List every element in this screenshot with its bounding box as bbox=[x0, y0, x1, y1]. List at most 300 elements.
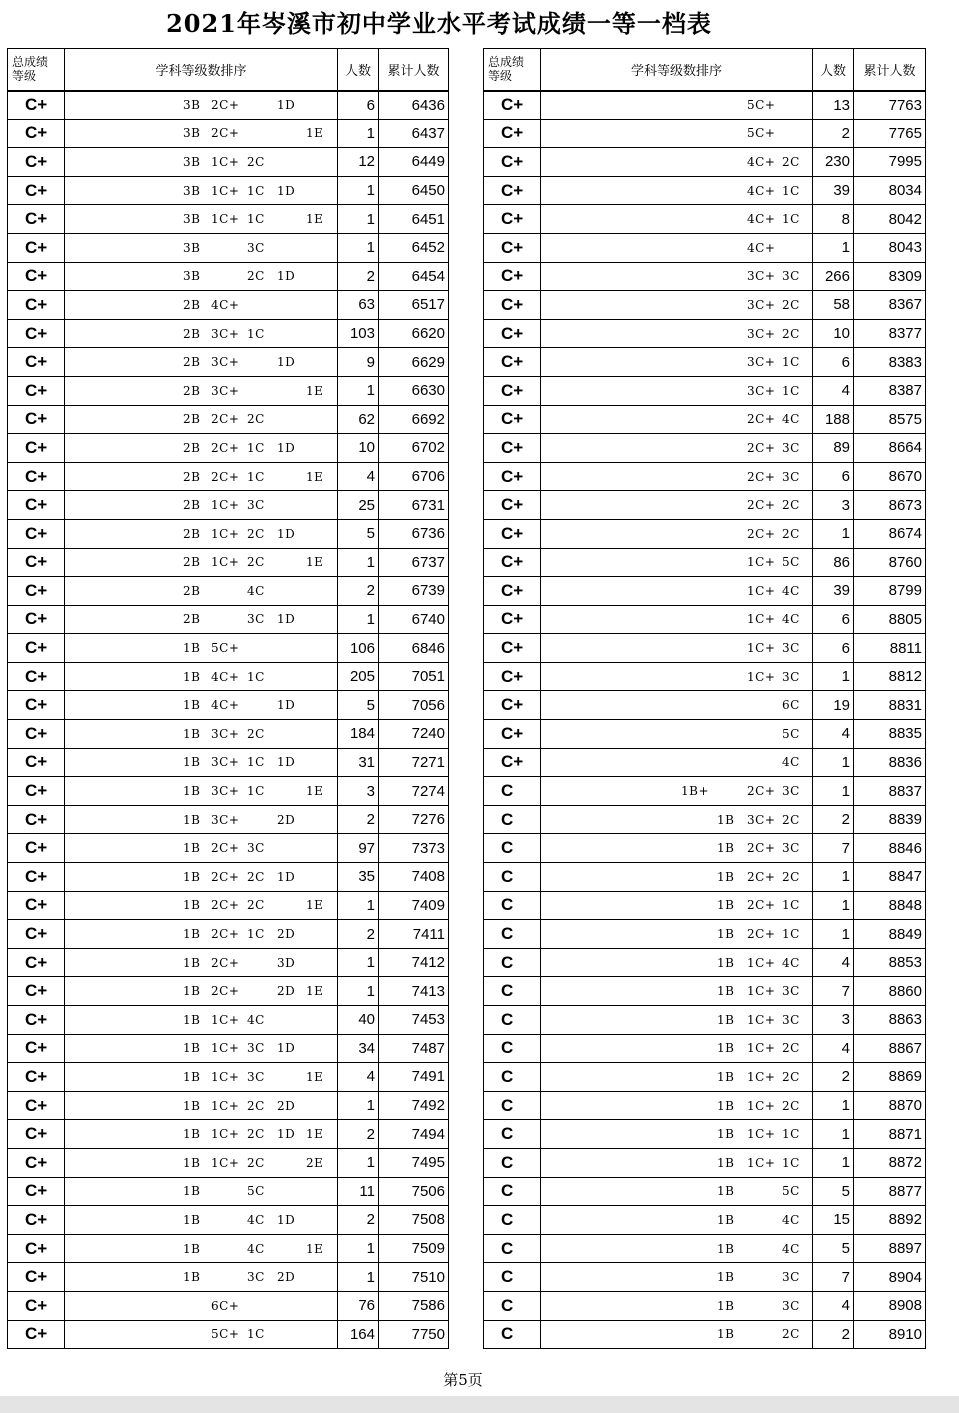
combo-token: 2D bbox=[277, 984, 296, 999]
grade-cell: C+ bbox=[484, 748, 541, 777]
cumulative-cell: 7506 bbox=[379, 1177, 449, 1206]
combo-token: 5C bbox=[782, 1184, 800, 1199]
combo-token: 1E bbox=[306, 1069, 324, 1084]
combo-token: 2C+ bbox=[747, 469, 776, 484]
cumulative-cell: 7409 bbox=[379, 891, 449, 920]
combo-token: 1C bbox=[782, 927, 800, 942]
combo-token: 3D bbox=[277, 955, 296, 970]
combo-cell bbox=[65, 1006, 338, 1035]
count-cell: 4 bbox=[338, 1063, 379, 1092]
combo-token: 1D bbox=[277, 698, 296, 713]
count-cell: 40 bbox=[338, 1006, 379, 1035]
count-cell: 2 bbox=[338, 262, 379, 291]
combo-token: 2C bbox=[247, 726, 265, 741]
grade-cell: C bbox=[484, 805, 541, 834]
grade-cell: C+ bbox=[484, 491, 541, 520]
cumulative-cell: 7995 bbox=[854, 148, 926, 177]
combo-token: 2C bbox=[782, 498, 800, 513]
count-cell: 7 bbox=[813, 1263, 854, 1292]
combo-cell bbox=[541, 1120, 813, 1149]
cumulative-cell: 8869 bbox=[854, 1063, 926, 1092]
combo-token: 1C bbox=[247, 212, 265, 227]
combo-token bbox=[812, 670, 813, 684]
grade-cell: C+ bbox=[484, 119, 541, 148]
combo-token: 3C bbox=[247, 1069, 265, 1084]
count-cell: 4 bbox=[338, 462, 379, 491]
combo-cell bbox=[65, 920, 338, 949]
combo-token: 1D bbox=[277, 612, 296, 627]
combo-token: 1B bbox=[717, 1327, 735, 1342]
table-row bbox=[484, 691, 926, 720]
combo-token: 2C+ bbox=[747, 784, 776, 799]
combo-cell bbox=[65, 1177, 338, 1206]
combo-token bbox=[812, 1156, 813, 1170]
grade-cell: C+ bbox=[8, 1006, 65, 1035]
table-row bbox=[484, 834, 926, 863]
cumulative-cell: 8799 bbox=[854, 577, 926, 606]
combo-token: 3C+ bbox=[211, 726, 240, 741]
combo-token: 1B bbox=[717, 955, 735, 970]
combo-token: 1B bbox=[183, 927, 201, 942]
count-cell: 9 bbox=[338, 348, 379, 377]
cumulative-cell: 7586 bbox=[379, 1291, 449, 1320]
combo-token: 1B bbox=[183, 1041, 201, 1056]
combo-token: 1B bbox=[183, 1098, 201, 1113]
combo-token: 4C+ bbox=[211, 698, 240, 713]
cumulative-cell: 8811 bbox=[854, 634, 926, 663]
cumulative-cell: 7274 bbox=[379, 777, 449, 806]
cumulative-cell: 7763 bbox=[854, 91, 926, 120]
cumulative-cell: 6517 bbox=[379, 291, 449, 320]
cumulative-cell: 8846 bbox=[854, 834, 926, 863]
combo-token: 1C bbox=[782, 212, 800, 227]
combo-cell bbox=[541, 348, 813, 377]
grade-cell: C+ bbox=[484, 148, 541, 177]
combo-cell bbox=[541, 1206, 813, 1235]
combo-token: 2C+ bbox=[211, 412, 240, 427]
combo-token: 4C bbox=[782, 1212, 800, 1227]
table-row bbox=[8, 1006, 449, 1035]
table-row bbox=[8, 205, 449, 234]
cumulative-cell: 7491 bbox=[379, 1063, 449, 1092]
table-row bbox=[8, 176, 449, 205]
cumulative-cell: 8853 bbox=[854, 948, 926, 977]
combo-token: 1B bbox=[183, 841, 201, 856]
combo-cell bbox=[65, 376, 338, 405]
combo-token: 1B bbox=[183, 869, 201, 884]
combo-cell bbox=[65, 319, 338, 348]
combo-token: 1D bbox=[277, 183, 296, 198]
grade-cell: C+ bbox=[484, 291, 541, 320]
combo-token: 1D bbox=[277, 755, 296, 770]
count-cell: 2 bbox=[813, 119, 854, 148]
cumulative-cell: 8673 bbox=[854, 491, 926, 520]
table-row bbox=[8, 691, 449, 720]
combo-token: 3C+ bbox=[747, 812, 776, 827]
combo-cell bbox=[65, 748, 338, 777]
combo-token: 3C bbox=[782, 669, 800, 684]
page-title: 2021年岑溪市初中学业水平考试成绩一等一档表 bbox=[166, 9, 712, 38]
grade-cell: C+ bbox=[8, 376, 65, 405]
grade-cell: C+ bbox=[8, 605, 65, 634]
combo-token: 1C+ bbox=[747, 1155, 776, 1170]
combo-token: 3C bbox=[782, 1270, 800, 1285]
combo-cell bbox=[541, 462, 813, 491]
combo-token: 3C+ bbox=[747, 269, 776, 284]
count-cell: 1 bbox=[813, 1148, 854, 1177]
combo-token: 2D bbox=[277, 812, 296, 827]
grade-cell: C+ bbox=[484, 519, 541, 548]
combo-token: 3C bbox=[782, 269, 800, 284]
combo-token bbox=[812, 384, 813, 398]
count-cell: 15 bbox=[813, 1206, 854, 1235]
grade-cell: C+ bbox=[8, 1206, 65, 1235]
count-cell: 3 bbox=[813, 1006, 854, 1035]
combo-token: 1C bbox=[247, 669, 265, 684]
combo-token: 1C+ bbox=[747, 555, 776, 570]
count-cell: 2 bbox=[338, 920, 379, 949]
grade-cell: C+ bbox=[8, 205, 65, 234]
count-cell: 266 bbox=[813, 262, 854, 291]
cumulative-cell: 8674 bbox=[854, 519, 926, 548]
combo-token: 2C bbox=[782, 154, 800, 169]
combo-token bbox=[812, 755, 813, 769]
combo-token: 1B bbox=[183, 726, 201, 741]
combo-token: 1D bbox=[277, 440, 296, 455]
combo-token: 4C+ bbox=[211, 669, 240, 684]
combo-token bbox=[812, 441, 813, 455]
combo-token: 1B bbox=[717, 841, 735, 856]
table-row bbox=[8, 805, 449, 834]
combo-token: 6C+ bbox=[211, 1298, 240, 1313]
count-cell: 1 bbox=[338, 977, 379, 1006]
combo-token: 1B bbox=[183, 812, 201, 827]
cumulative-cell: 6436 bbox=[379, 91, 449, 120]
table-row bbox=[484, 662, 926, 691]
count-cell: 1 bbox=[813, 1091, 854, 1120]
combo-token: 1E bbox=[306, 1241, 324, 1256]
grade-cell: C bbox=[484, 1320, 541, 1349]
combo-cell bbox=[65, 577, 338, 606]
grade-cell: C bbox=[484, 1148, 541, 1177]
combo-token: 1B bbox=[183, 1155, 201, 1170]
combo-token: 1C+ bbox=[211, 1012, 240, 1027]
combo-cell bbox=[541, 805, 813, 834]
combo-token: 2C+ bbox=[211, 898, 240, 913]
grade-cell: C+ bbox=[8, 119, 65, 148]
grade-cell: C+ bbox=[8, 863, 65, 892]
cumulative-cell: 8812 bbox=[854, 662, 926, 691]
table-row bbox=[484, 948, 926, 977]
grade-cell: C+ bbox=[484, 462, 541, 491]
table-row bbox=[8, 662, 449, 691]
combo-cell bbox=[65, 777, 338, 806]
combo-token bbox=[812, 1327, 813, 1341]
table-row bbox=[484, 434, 926, 463]
grade-cell: C+ bbox=[484, 605, 541, 634]
combo-token: 2B bbox=[183, 555, 201, 570]
cumulative-cell: 8904 bbox=[854, 1263, 926, 1292]
combo-token: 1B bbox=[183, 898, 201, 913]
table-row bbox=[8, 519, 449, 548]
combo-token: 3B bbox=[183, 212, 201, 227]
combo-cell bbox=[65, 519, 338, 548]
table-row bbox=[484, 462, 926, 491]
cumulative-cell: 8892 bbox=[854, 1206, 926, 1235]
cumulative-cell: 6449 bbox=[379, 148, 449, 177]
combo-token: 1C bbox=[247, 784, 265, 799]
combo-token: 4C+ bbox=[211, 297, 240, 312]
grade-cell: C+ bbox=[8, 1034, 65, 1063]
grade-cell: C bbox=[484, 1234, 541, 1263]
combo-token: 2C bbox=[782, 1041, 800, 1056]
combo-token: 2C+ bbox=[211, 955, 240, 970]
combo-cell bbox=[541, 1148, 813, 1177]
table-row bbox=[484, 1120, 926, 1149]
cumulative-cell: 8863 bbox=[854, 1006, 926, 1035]
combo-cell bbox=[541, 1320, 813, 1349]
table-row bbox=[8, 405, 449, 434]
combo-cell bbox=[65, 491, 338, 520]
table-row bbox=[8, 720, 449, 749]
grade-table-right bbox=[483, 48, 926, 1349]
combo-token: 1D bbox=[277, 269, 296, 284]
combo-token: 4C bbox=[247, 583, 265, 598]
table-row bbox=[484, 1063, 926, 1092]
combo-token: 1D bbox=[277, 1127, 296, 1142]
combo-token: 2B bbox=[183, 440, 201, 455]
table-row bbox=[8, 1177, 449, 1206]
combo-token: 1E bbox=[306, 126, 324, 141]
combo-token bbox=[812, 870, 813, 884]
cumulative-cell: 7408 bbox=[379, 863, 449, 892]
combo-token: 2C bbox=[782, 1327, 800, 1342]
combo-cell bbox=[541, 148, 813, 177]
combo-token: 1B bbox=[717, 1069, 735, 1084]
combo-token: 4C+ bbox=[747, 212, 776, 227]
cumulative-cell: 8836 bbox=[854, 748, 926, 777]
combo-token: 1B bbox=[183, 755, 201, 770]
grade-cell: C+ bbox=[8, 577, 65, 606]
combo-token: 2C bbox=[782, 297, 800, 312]
combo-token: 2B bbox=[183, 355, 201, 370]
combo-token: 2B bbox=[183, 526, 201, 541]
combo-cell bbox=[541, 1006, 813, 1035]
combo-cell bbox=[65, 1206, 338, 1235]
combo-token: 1E bbox=[306, 555, 324, 570]
combo-token: 1C+ bbox=[747, 1041, 776, 1056]
combo-token bbox=[812, 1299, 813, 1313]
combo-token bbox=[812, 498, 813, 512]
cumulative-cell: 6737 bbox=[379, 548, 449, 577]
combo-token bbox=[812, 527, 813, 541]
combo-token: 1D bbox=[277, 98, 296, 113]
combo-token: 1C+ bbox=[211, 212, 240, 227]
cumulative-cell: 6702 bbox=[379, 434, 449, 463]
count-cell: 5 bbox=[338, 519, 379, 548]
grade-cell: C+ bbox=[8, 1063, 65, 1092]
combo-token: 1C bbox=[782, 183, 800, 198]
combo-cell bbox=[65, 434, 338, 463]
count-cell: 76 bbox=[338, 1291, 379, 1320]
grade-cell: C+ bbox=[8, 91, 65, 120]
count-cell: 205 bbox=[338, 662, 379, 691]
count-cell: 1 bbox=[338, 119, 379, 148]
table-row bbox=[8, 920, 449, 949]
combo-token: 2C+ bbox=[747, 412, 776, 427]
grade-cell: C+ bbox=[8, 777, 65, 806]
cumulative-cell: 8309 bbox=[854, 262, 926, 291]
count-cell: 1 bbox=[338, 1091, 379, 1120]
count-cell: 39 bbox=[813, 176, 854, 205]
combo-token: 1C bbox=[782, 1155, 800, 1170]
table-row bbox=[8, 634, 449, 663]
grade-cell: C bbox=[484, 863, 541, 892]
combo-token: 2C bbox=[782, 812, 800, 827]
combo-token: 1C bbox=[782, 898, 800, 913]
combo-token: 1C bbox=[782, 1127, 800, 1142]
combo-cell bbox=[541, 577, 813, 606]
combo-token: 1C+ bbox=[211, 498, 240, 513]
combo-cell bbox=[541, 1177, 813, 1206]
combo-token: 2C+ bbox=[211, 841, 240, 856]
cumulative-cell: 8760 bbox=[854, 548, 926, 577]
combo-token: 4C bbox=[782, 412, 800, 427]
combo-token: 2B bbox=[183, 469, 201, 484]
cumulative-cell: 7509 bbox=[379, 1234, 449, 1263]
table-row bbox=[484, 91, 926, 120]
header-count: 人数 bbox=[813, 49, 854, 91]
combo-token: 1C+ bbox=[747, 669, 776, 684]
table-row bbox=[484, 863, 926, 892]
count-cell: 230 bbox=[813, 148, 854, 177]
table-row bbox=[8, 376, 449, 405]
count-cell: 2 bbox=[338, 1206, 379, 1235]
combo-token: 3C+ bbox=[211, 755, 240, 770]
count-cell: 1 bbox=[338, 1148, 379, 1177]
count-cell: 97 bbox=[338, 834, 379, 863]
cumulative-cell: 7413 bbox=[379, 977, 449, 1006]
combo-token: 1B bbox=[183, 1069, 201, 1084]
table-row bbox=[484, 1034, 926, 1063]
table-row bbox=[484, 777, 926, 806]
cumulative-cell: 8848 bbox=[854, 891, 926, 920]
grade-cell: C+ bbox=[484, 434, 541, 463]
combo-token: 1B bbox=[183, 955, 201, 970]
table-row bbox=[8, 948, 449, 977]
grade-cell: C+ bbox=[8, 1091, 65, 1120]
count-cell: 1 bbox=[338, 176, 379, 205]
grade-cell: C+ bbox=[8, 634, 65, 663]
grade-cell: C+ bbox=[484, 376, 541, 405]
cumulative-cell: 8670 bbox=[854, 462, 926, 491]
grade-cell: C+ bbox=[8, 233, 65, 262]
table-row bbox=[484, 205, 926, 234]
cumulative-cell: 6846 bbox=[379, 634, 449, 663]
combo-token bbox=[812, 355, 813, 369]
combo-token: 1C+ bbox=[747, 583, 776, 598]
grade-cell: C+ bbox=[8, 176, 65, 205]
table-row bbox=[8, 1206, 449, 1235]
grade-cell: C bbox=[484, 1063, 541, 1092]
grade-cell: C+ bbox=[8, 548, 65, 577]
cumulative-cell: 8387 bbox=[854, 376, 926, 405]
combo-token: 1C bbox=[247, 1327, 265, 1342]
grade-cell: C+ bbox=[484, 262, 541, 291]
cumulative-cell: 7453 bbox=[379, 1006, 449, 1035]
grade-cell: C+ bbox=[8, 405, 65, 434]
table-row bbox=[484, 605, 926, 634]
count-cell: 1 bbox=[338, 205, 379, 234]
grade-cell: C+ bbox=[8, 748, 65, 777]
combo-token: 1B bbox=[717, 1012, 735, 1027]
combo-token: 1C bbox=[247, 183, 265, 198]
combo-cell bbox=[541, 91, 813, 120]
combo-token: 1C bbox=[247, 326, 265, 341]
cumulative-cell: 7487 bbox=[379, 1034, 449, 1063]
combo-cell bbox=[65, 1148, 338, 1177]
cumulative-cell: 7412 bbox=[379, 948, 449, 977]
combo-token bbox=[812, 1270, 813, 1284]
combo-token: 3C+ bbox=[747, 383, 776, 398]
grade-cell: C+ bbox=[8, 1148, 65, 1177]
combo-token: 2C bbox=[782, 326, 800, 341]
combo-cell bbox=[541, 863, 813, 892]
cumulative-cell: 6450 bbox=[379, 176, 449, 205]
count-cell: 5 bbox=[813, 1177, 854, 1206]
combo-cell bbox=[541, 634, 813, 663]
table-row bbox=[8, 1034, 449, 1063]
combo-token: 3B bbox=[183, 269, 201, 284]
cumulative-cell: 8908 bbox=[854, 1291, 926, 1320]
table-row bbox=[8, 291, 449, 320]
table-row bbox=[8, 319, 449, 348]
cumulative-cell: 8805 bbox=[854, 605, 926, 634]
combo-cell bbox=[65, 691, 338, 720]
combo-cell bbox=[65, 148, 338, 177]
cumulative-cell: 7411 bbox=[379, 920, 449, 949]
combo-cell bbox=[65, 720, 338, 749]
combo-token: 1C+ bbox=[747, 955, 776, 970]
table-row bbox=[484, 291, 926, 320]
table-row bbox=[484, 148, 926, 177]
table-row bbox=[8, 1263, 449, 1292]
count-cell: 89 bbox=[813, 434, 854, 463]
combo-token: 2B bbox=[183, 583, 201, 598]
combo-token: 1B bbox=[183, 1184, 201, 1199]
combo-token: 3C bbox=[247, 841, 265, 856]
combo-token bbox=[812, 584, 813, 598]
combo-token bbox=[812, 1127, 813, 1141]
grade-cell: C+ bbox=[8, 491, 65, 520]
combo-token: 1D bbox=[277, 869, 296, 884]
count-cell: 4 bbox=[813, 948, 854, 977]
table-row bbox=[8, 434, 449, 463]
table-row bbox=[484, 1263, 926, 1292]
grade-cell: C+ bbox=[484, 205, 541, 234]
grade-cell: C bbox=[484, 834, 541, 863]
count-cell: 8 bbox=[813, 205, 854, 234]
combo-token: 2C bbox=[782, 526, 800, 541]
count-cell: 1 bbox=[338, 891, 379, 920]
combo-cell bbox=[65, 205, 338, 234]
table-row bbox=[8, 348, 449, 377]
viewer-bottom-bar bbox=[0, 1396, 959, 1413]
cumulative-cell: 8839 bbox=[854, 805, 926, 834]
count-cell: 25 bbox=[338, 491, 379, 520]
combo-token bbox=[812, 898, 813, 912]
combo-token: 3C bbox=[247, 240, 265, 255]
